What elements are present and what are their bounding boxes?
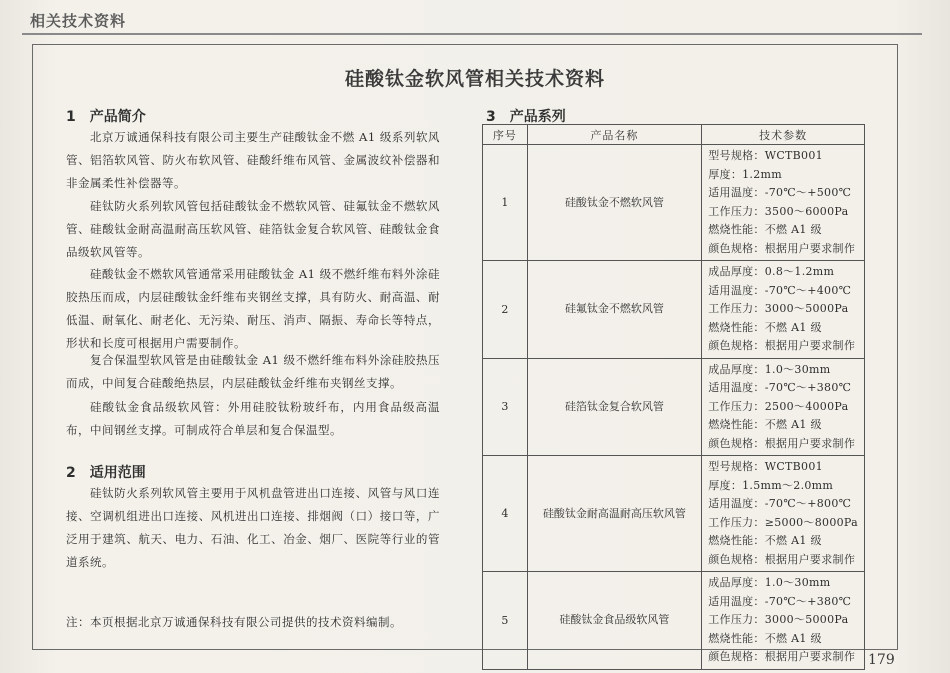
spec-line: 适用温度：-70℃～+500℃ (708, 186, 852, 199)
footnote: 注：本页根据北京万诚通保科技有限公司提供的技术资料编制。 (66, 615, 402, 629)
row-number: 5 (483, 572, 528, 670)
spec-line: 成品厚度：1.0～30mm (708, 362, 831, 376)
product-series-table (482, 124, 865, 670)
spec-line: 工作压力：2500～4000Pa (708, 399, 849, 413)
spec-line: 厚度：1.5mm～2.0mm (708, 478, 834, 492)
spec-line: 厚度：1.2mm (708, 167, 782, 181)
spec-line: 工作压力：3000～5000Pa (708, 302, 849, 315)
table-row (483, 456, 865, 572)
intro-paragraph-5: 硅酸钛金食品级软风管：外用硅胶钛粉玻纤布，内用食品级高温布，中间钢丝支撑。可制成符合单层和复合保温型。 (66, 400, 440, 437)
section-heading-series: 3 产品系列 (486, 109, 566, 125)
spec-line: 燃烧性能：不燃 A1 级 (708, 418, 822, 431)
spec-list (702, 261, 865, 359)
table-row (483, 358, 865, 456)
page-title: 硅酸钛金软风管相关技术资料 (344, 68, 605, 90)
product-name: 硅酸钛金不燃软风管 (527, 145, 702, 261)
spec-line: 成品厚度：1.0～30mm (708, 576, 831, 589)
product-name: 硅酸钛金食品级软风管 (527, 572, 702, 670)
spec-line: 颜色规格：根据用户要求制作 (708, 650, 856, 663)
spec-line: 颜色规格：根据用户要求制作 (708, 241, 856, 255)
spec-line: 颜色规格：根据用户要求制作 (708, 436, 856, 450)
table-row (483, 145, 865, 261)
spec-line: 适用温度：-70℃～+380℃ (708, 381, 852, 394)
header-rule (22, 33, 922, 35)
spec-list (702, 145, 865, 261)
spec-list (702, 456, 865, 572)
spec-line: 适用温度：-70℃～+800℃ (708, 497, 852, 510)
spec-list (702, 358, 865, 456)
spec-line: 燃烧性能：不燃 A1 级 (708, 320, 822, 334)
intro-paragraph-2: 硅钛防火系列软风管包括硅酸钛金不燃软风管、硅氟钛金不燃软风管、硅酸钛金耐高温耐高压软风管、硅箔钛金复合软风管、硅酸钛金食品级软风管等。 (66, 199, 440, 259)
column-header-name: 产品名称 (527, 125, 702, 145)
spec-line: 燃烧性能：不燃 A1 级 (708, 631, 822, 645)
page-number: 179 (868, 652, 895, 668)
spec-line: 工作压力：≥5000～8000Pa (708, 515, 858, 529)
product-name: 硅氟钛金不燃软风管 (527, 261, 702, 359)
row-number: 1 (483, 145, 528, 261)
column-header-no: 序号 (483, 125, 528, 145)
header-label: 相关技术资料 (30, 12, 127, 30)
table-row (483, 572, 865, 670)
product-name: 硅酸钛金耐高温耐高压软风管 (527, 456, 702, 572)
product-name: 硅箔钛金复合软风管 (527, 358, 702, 456)
intro-paragraph-4: 复合保温型软风管是由硅酸钛金 A1 级不燃纤维布料外涂硅胶热压而成，中间复合硅酸绝热层，内层硅酸钛金纤维布夹钢丝支撑。 (66, 353, 440, 390)
intro-paragraph-3: 硅酸钛金不燃软风管通常采用硅酸钛金 A1 级不燃纤维布料外涂硅胶热压而成，内层硅酸钛金纤维布夹钢丝支撑，具有防火、耐高温、耐低温、耐氧化、耐老化、无污染、耐压、消声、隔振、寿命长等特点，形状和长度可根据用户需要制作。 (66, 267, 440, 350)
scope-paragraph: 硅钛防火系列软风管主要用于风机盘管进出口连接、风管与风口连接、空调机组进出口连接、风机进出口连接、排烟阀（口）接口等，广泛用于建筑、航天、电力、石油、化工、冶金、烟厂、医院等行业的管道系统。 (66, 486, 440, 569)
section-heading-intro: 1 产品简介 (66, 109, 146, 125)
table-header-row (483, 125, 865, 145)
spec-line: 颜色规格：根据用户要求制作 (708, 552, 856, 566)
spec-list (702, 572, 865, 670)
spec-line: 型号规格：WCTB001 (708, 149, 823, 162)
table-row (483, 261, 865, 359)
column-header-specs: 技术参数 (702, 125, 865, 145)
spec-line: 成品厚度：0.8～1.2mm (708, 265, 835, 278)
spec-line: 型号规格：WCTB001 (708, 460, 823, 473)
spec-line: 适用温度：-70℃～+380℃ (708, 594, 852, 608)
intro-paragraph-1: 北京万诚通保科技有限公司主要生产硅酸钛金不燃 A1 级系列软风管、铝箔软风管、防火布软风管、硅酸纤维布风管、金属波纹补偿器和非金属柔性补偿器等。 (66, 130, 440, 190)
spec-line: 燃烧性能：不燃 A1 级 (708, 534, 822, 547)
row-number: 3 (483, 358, 528, 456)
spec-line: 颜色规格：根据用户要求制作 (708, 339, 856, 352)
row-number: 4 (483, 456, 528, 572)
spec-line: 适用温度：-70℃～+400℃ (708, 283, 852, 297)
row-number: 2 (483, 261, 528, 359)
section-heading-scope: 2 适用范围 (66, 465, 146, 481)
spec-line: 燃烧性能：不燃 A1 级 (708, 223, 822, 236)
spec-line: 工作压力：3000～5000Pa (708, 613, 849, 626)
spec-line: 工作压力：3500～6000Pa (708, 204, 849, 218)
